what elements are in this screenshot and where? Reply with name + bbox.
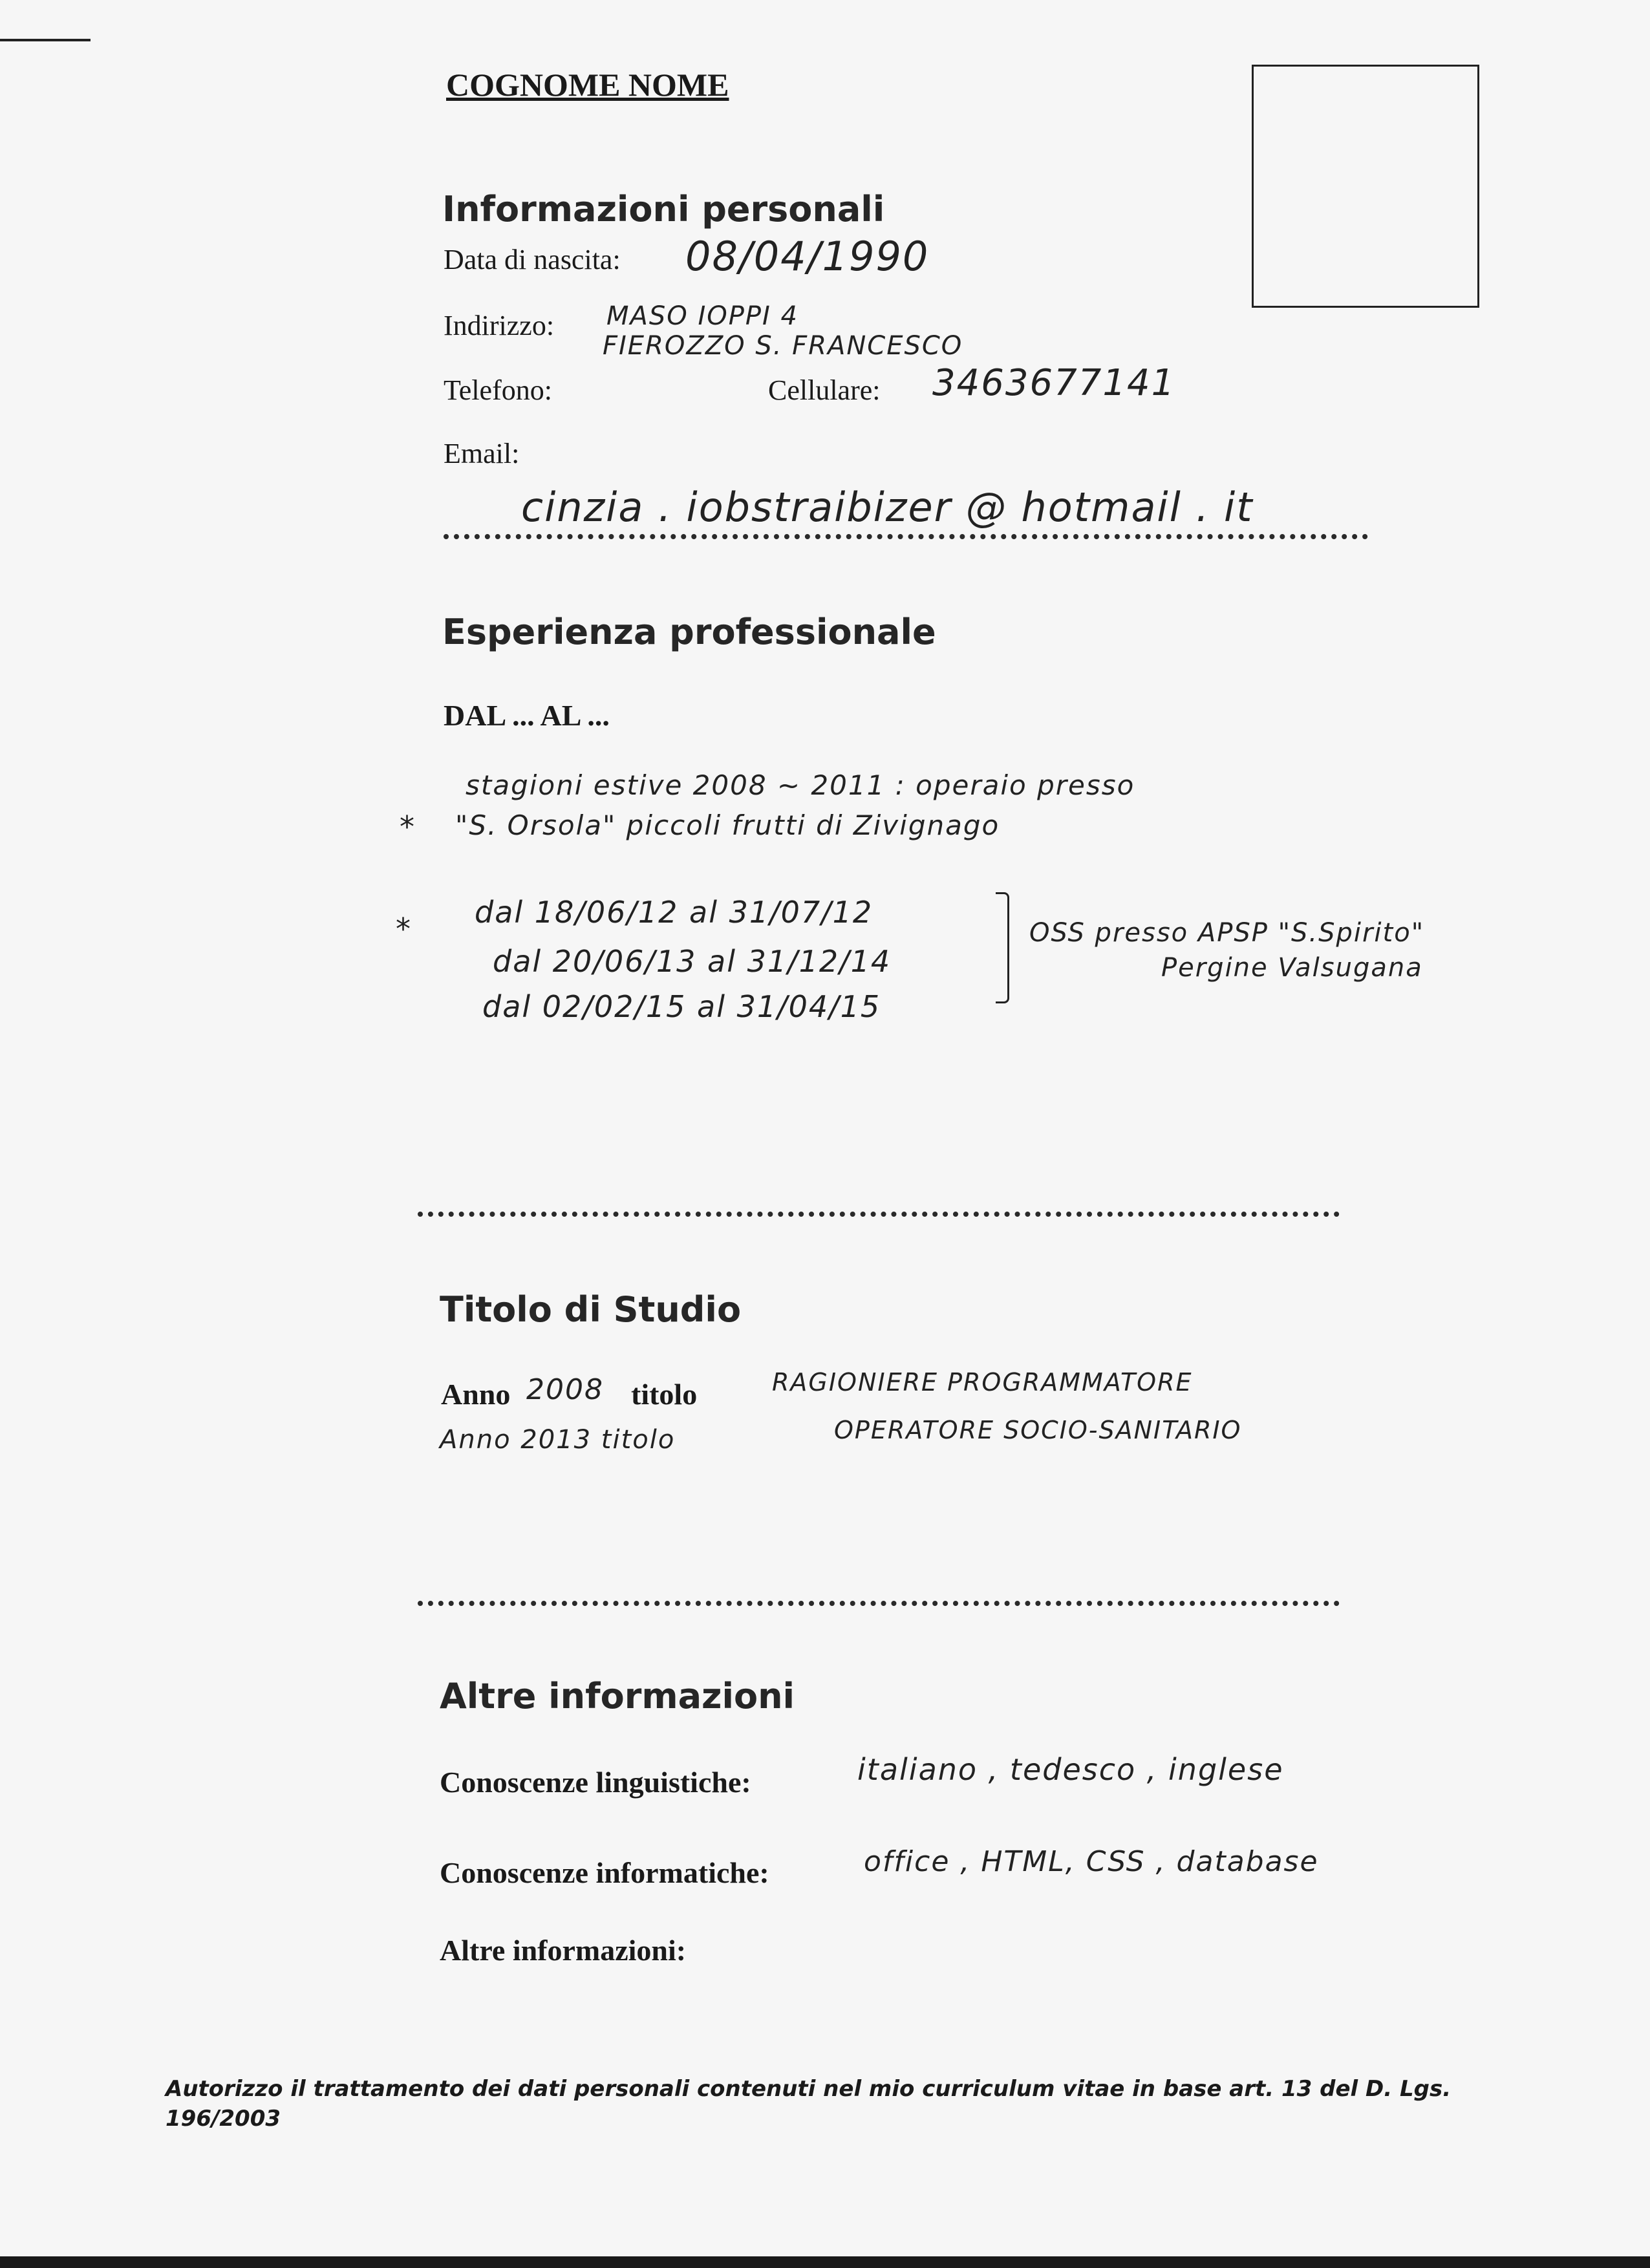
address-line1: MASO IOPPI 4 xyxy=(606,301,798,331)
email-dotted-line xyxy=(444,534,1368,539)
experience-entry2-date2: dal 20/06/13 al 31/12/14 xyxy=(493,944,892,979)
education-year-value: 2008 xyxy=(526,1373,604,1406)
education-title-value: RAGIONIERE PROGRAMMATORE xyxy=(772,1368,1193,1396)
mobile-value: 3463677141 xyxy=(932,362,1176,404)
it-skills-value: office , HTML, CSS , database xyxy=(864,1845,1319,1878)
languages-value: italiano , tedesco , inglese xyxy=(857,1752,1284,1787)
email-value: cinzia . iobstraibizer @ hotmail . it xyxy=(521,484,1254,531)
languages-label: Conoscenze linguistiche: xyxy=(440,1766,751,1799)
other-section-title: Altre informazioni xyxy=(440,1676,795,1717)
experience-entry1-line2: "S. Orsola" piccoli frutti di Zivignago xyxy=(455,809,1000,841)
address-label: Indirizzo: xyxy=(444,310,555,341)
experience-section-title: Esperienza professionale xyxy=(442,612,936,652)
it-skills-label: Conoscenze informatiche: xyxy=(440,1856,769,1889)
personal-section-title: Informazioni personali xyxy=(442,189,885,230)
privacy-consent: Autorizzo il trattamento dei dati personali contenuti nel mio curriculum vitae in base art. 13 del D. Lgs. 196/2003 xyxy=(166,2076,1452,2132)
experience-entry2-place: Pergine Valsugana xyxy=(1161,953,1423,983)
photo-box xyxy=(1252,65,1479,308)
mobile-label: Cellulare: xyxy=(768,374,881,406)
corner-mark xyxy=(0,39,91,41)
name-title: COGNOME NOME xyxy=(446,67,729,103)
page-bottom-edge xyxy=(0,2256,1650,2268)
address-line2: FIEROZZO S. FRANCESCO xyxy=(603,331,963,361)
email-label: Email: xyxy=(444,438,520,469)
experience-dotted-line xyxy=(418,1212,1340,1217)
experience-bullet-2: * xyxy=(396,912,412,947)
experience-entry2-date3: dal 02/02/15 al 31/04/15 xyxy=(482,989,881,1024)
education-row2-year: Anno 2013 titolo xyxy=(440,1425,676,1455)
education-section-title: Titolo di Studio xyxy=(440,1289,742,1330)
phone-label: Telefono: xyxy=(444,374,552,406)
period-label: DAL ... AL ... xyxy=(444,699,610,732)
education-year-label: Anno xyxy=(441,1378,511,1411)
experience-entry2-date1: dal 18/06/12 al 31/07/12 xyxy=(475,895,873,930)
education-title-label: titolo xyxy=(631,1378,698,1411)
education-dotted-line xyxy=(418,1601,1340,1606)
experience-bullet-1: * xyxy=(400,809,416,844)
education-row2-title: OPERATORE SOCIO-SANITARIO xyxy=(834,1416,1242,1444)
birth-value: 08/04/1990 xyxy=(685,233,930,280)
experience-entry1-line1: stagioni estive 2008 ~ 2011 : operaio presso xyxy=(466,769,1135,801)
other-info-label: Altre informazioni: xyxy=(440,1934,687,1967)
experience-bracket xyxy=(996,892,1009,1003)
birth-label: Data di nascita: xyxy=(444,244,621,275)
experience-entry2-role: OSS presso APSP "S.Spirito" xyxy=(1029,918,1425,948)
